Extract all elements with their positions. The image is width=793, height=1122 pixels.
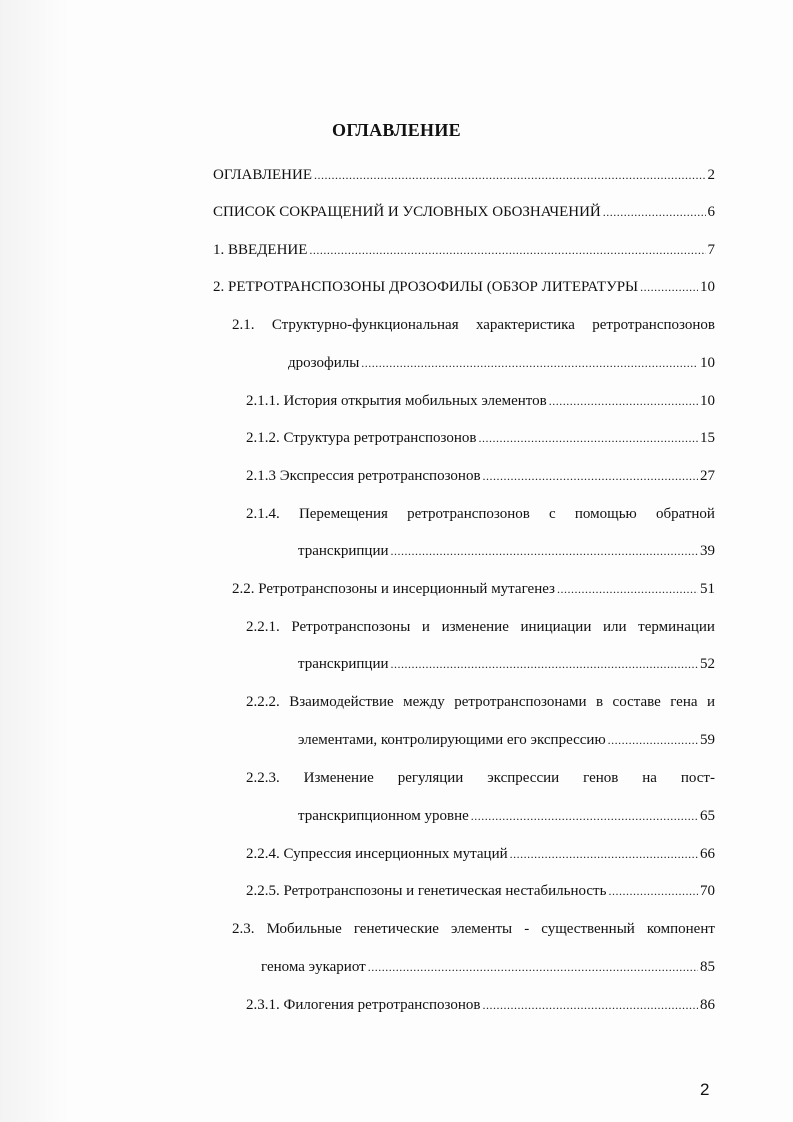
toc-entry-text: 2.1.2. Структура ретротранспозонов [246, 430, 477, 446]
toc-entry[interactable] [246, 881, 715, 901]
leader-dots [391, 654, 698, 674]
toc-page-number: 10 [700, 279, 715, 295]
toc-page-number: 86 [700, 997, 715, 1013]
toc-entry-text: 1. ВВЕДЕНИЕ [213, 242, 308, 258]
toc-entry[interactable] [246, 995, 715, 1015]
word: с [549, 506, 556, 522]
word: 2.3. [232, 921, 255, 937]
toc-entry[interactable] [232, 579, 715, 599]
word: 2.2.2. [246, 694, 280, 710]
word: и [421, 619, 430, 635]
toc-entry-text: 2.1.1. История открытия мобильных элементов [246, 393, 547, 409]
word: - [524, 921, 530, 937]
word: генетические [353, 921, 439, 937]
word: в [596, 694, 604, 710]
word: изменение [441, 619, 509, 635]
toc-page-number: 52 [700, 656, 715, 672]
word: или [603, 619, 627, 635]
word: помощью [574, 506, 637, 522]
word: 2.2.3. [246, 770, 280, 786]
toc-entry[interactable] [246, 428, 715, 448]
toc-entry[interactable] [213, 277, 715, 297]
toc-entry-text: 2.2.4. Супрессия инсерционных мутаций [246, 846, 508, 862]
toc-page-number: 10 [700, 393, 715, 409]
leader-dots [608, 881, 698, 901]
toc-page-number: 6 [707, 204, 715, 220]
word: Изменение [303, 770, 374, 786]
word: ретротранспозонов [592, 317, 715, 333]
toc-entry-line2[interactable] [261, 957, 715, 977]
word: 2.2.1. [246, 619, 280, 635]
toc-entry-line2[interactable] [298, 730, 715, 750]
toc-entry[interactable] [213, 165, 715, 185]
toc-page-number: 2 [707, 167, 715, 183]
toc-entry-line1[interactable] [246, 692, 715, 712]
toc-page-number: 59 [700, 732, 715, 748]
toc-entry-text: 2.3.1. Филогения ретротранспозонов [246, 997, 481, 1013]
leader-dots [640, 277, 698, 297]
word: на [642, 770, 657, 786]
toc-entry-text: СПИСОК СОКРАЩЕНИЙ И УСЛОВНЫХ ОБОЗНАЧЕНИЙ [213, 204, 601, 220]
toc-entry-text: транскрипции [298, 543, 389, 559]
toc-entry-text: элементами, контролирующими его экспрессию [298, 732, 606, 748]
toc-page-number: 27 [700, 468, 715, 484]
leader-dots [603, 202, 706, 222]
word: Ретротранспозоны [291, 619, 411, 635]
leader-dots [608, 730, 698, 750]
word: генов [583, 770, 619, 786]
toc-entry-line2[interactable] [298, 541, 715, 561]
toc-entry[interactable] [246, 391, 715, 411]
word: существенный [541, 921, 635, 937]
page-title: ОГЛАВЛЕНИЕ [332, 120, 461, 140]
page-number: 2 [700, 1080, 710, 1099]
word: 2.1.4. [246, 506, 280, 522]
toc-page-number: 51 [700, 581, 715, 597]
leader-dots [391, 541, 698, 561]
leader-dots [361, 353, 698, 373]
word: Взаимодействие [289, 694, 394, 710]
toc-entry-line1[interactable] [246, 768, 715, 788]
toc-entry-text: транскрипции [298, 656, 389, 672]
word: между [403, 694, 445, 710]
toc-entry-text: 2.2.5. Ретротранспозоны и генетическая нестабильность [246, 883, 607, 899]
toc-entry-line1[interactable] [232, 919, 715, 939]
toc-entry-line1[interactable] [246, 617, 715, 637]
word: обратной [655, 506, 715, 522]
word: гена [670, 694, 698, 710]
word: Структурно-функциональная [271, 317, 459, 333]
toc-page-number: 10 [700, 355, 715, 371]
toc-entry-text: ОГЛАВЛЕНИЕ [213, 167, 312, 183]
leader-dots [549, 391, 698, 411]
leader-dots [557, 579, 698, 599]
leader-dots [483, 466, 698, 486]
word: Перемещения [298, 506, 388, 522]
toc-page-number: 65 [700, 808, 715, 824]
word: элементы [451, 921, 513, 937]
toc-entry-text: дрозофилы [288, 355, 360, 371]
word: 2.1. [232, 317, 255, 333]
leader-dots [314, 165, 706, 185]
word: компонент [646, 921, 715, 937]
leader-dots [368, 957, 698, 977]
toc-entry-line2[interactable] [288, 353, 715, 373]
toc-page-number: 85 [700, 959, 715, 975]
word: Мобильные [266, 921, 342, 937]
toc-entry[interactable] [213, 202, 715, 222]
toc-page-number: 15 [700, 430, 715, 446]
toc-entry-line1[interactable] [232, 315, 715, 335]
toc-page-number: 66 [700, 846, 715, 862]
word: составе [612, 694, 661, 710]
toc-entry[interactable] [213, 240, 715, 260]
toc-entry-text: 2.2. Ретротранспозоны и инсерционный мутагенез [232, 581, 555, 597]
leader-dots [309, 240, 705, 260]
toc-entry-text: 2. РЕТРОТРАНСПОЗОНЫ ДРОЗОФИЛЫ (ОБЗОР ЛИТЕРАТУРЫ [213, 279, 639, 295]
toc-page-number: 7 [707, 242, 715, 258]
leader-dots [471, 806, 698, 826]
toc-entry[interactable] [246, 466, 715, 486]
toc-entry-text: генома эукариот [261, 959, 366, 975]
leader-dots [510, 844, 698, 864]
word: пост- [680, 770, 715, 786]
leader-dots [482, 995, 698, 1015]
toc-entry-line2[interactable] [298, 806, 715, 826]
word: ретротранспозонов [407, 506, 530, 522]
word: инициации [520, 619, 592, 635]
toc-entry-line2[interactable] [298, 654, 715, 674]
toc-entry-text: 2.1.3 Экспрессия ретротранспозонов [246, 468, 481, 484]
word: регуляции [397, 770, 464, 786]
word: характеристика [475, 317, 575, 333]
toc-entry[interactable] [246, 844, 715, 864]
word: терминации [638, 619, 715, 635]
toc-entry-text: транскрипционном уровне [298, 808, 469, 824]
word: и [706, 694, 715, 710]
word: экспрессии [487, 770, 560, 786]
toc-page-number: 70 [700, 883, 715, 899]
toc-page-number: 39 [700, 543, 715, 559]
leader-dots [478, 428, 698, 448]
word: ретротранспозонами [454, 694, 587, 710]
toc-entry-line1[interactable] [246, 504, 715, 524]
